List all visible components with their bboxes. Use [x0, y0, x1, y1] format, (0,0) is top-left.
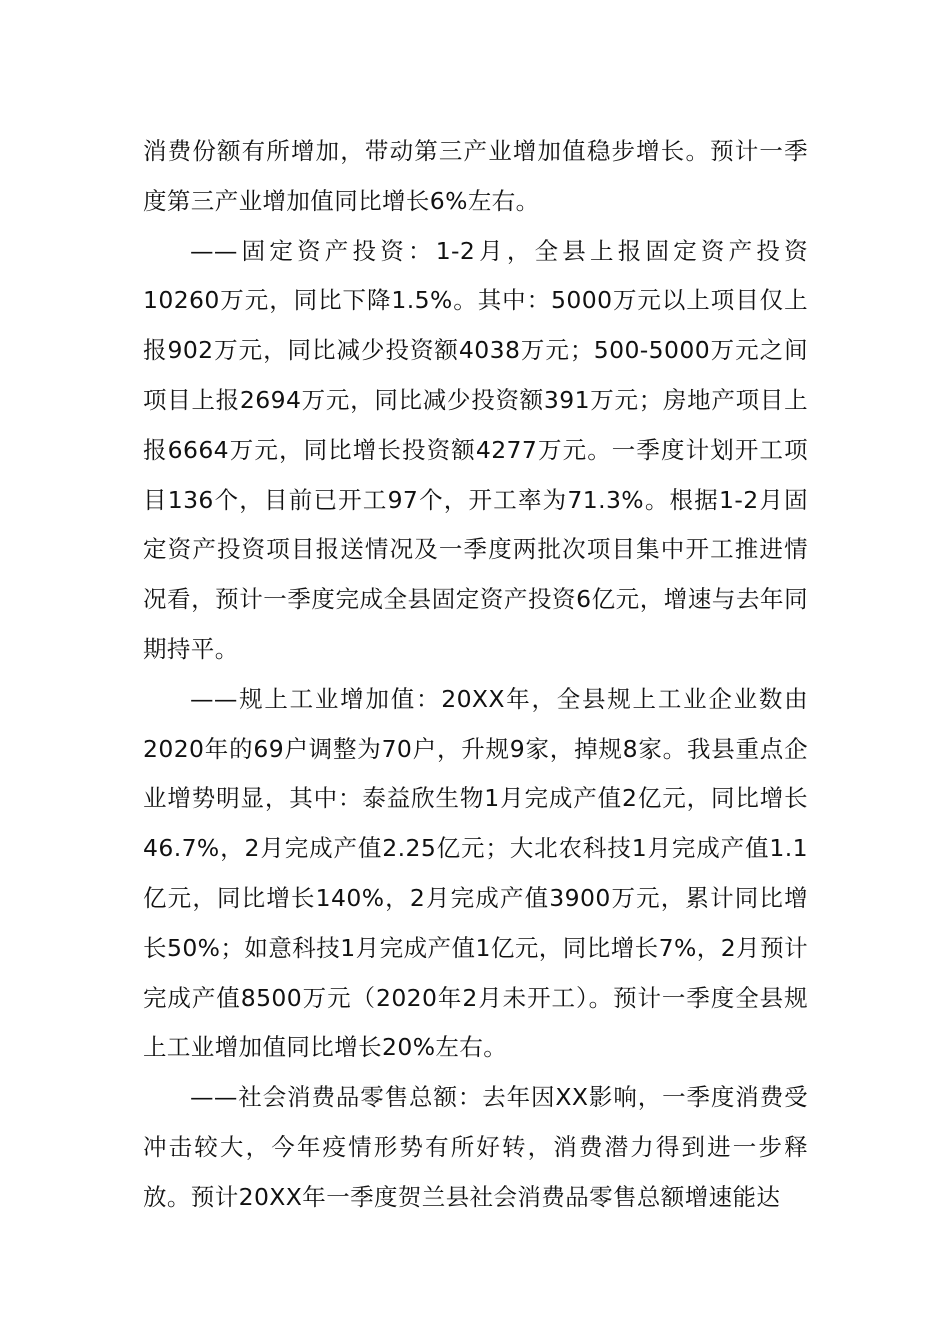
paragraph-industrial-value-added: ——规上工业增加值：20XX年，全县规上工业企业数由2020年的69户调整为70户，升规9家，掉规8家。我县重点企业增势明显，其中：泰益欣生物1月完成产值2亿元，同比增长46.7%，2月完成产值2.25亿元；大北农科技1月完成产值1.1亿元，同比增长140%，2月完成产值3900万元，累计同比增长50%；如意科技1月完成产值1亿元，同比增长7%，2月预计完成产值8500万元（2020年2月未开工）。预计一季度全县规上工业增加值同比增长20%左右。	[143, 684, 808, 1062]
paragraph-retail-sales: ——社会消费品零售总额：去年因XX影响，一季度消费受冲击较大，今年疫情形势有所好转，消费潜力得到进一步释放。预计20XX年一季度贺兰县社会消费品零售总额增速能达	[143, 1083, 808, 1211]
paragraph-fixed-asset-investment: ——固定资产投资：1-2月，全县上报固定资产投资10260万元，同比下降1.5%。其中：5000万元以上项目仅上报902万元，同比减少投资额4038万元；500-5000万元之间项目上报2694万元，同比减少投资额391万元；房地产项目上报6664万元，同比增长投资额4277万元。一季度计划开工项目136个，目前已开工97个，开工率为71.3%。根据1-2月固定资产投资项目报送情况及一季度两批次项目集中开工推进情况看，预计一季度完成全县固定资产投资6亿元，增速与去年同期持平。	[143, 236, 808, 663]
document-body	[143, 127, 808, 1223]
paragraph-tertiary-industry: 消费份额有所增加，带动第三产业增加值稳步增长。预计一季度第三产业增加值同比增长6%左右。	[143, 137, 808, 215]
